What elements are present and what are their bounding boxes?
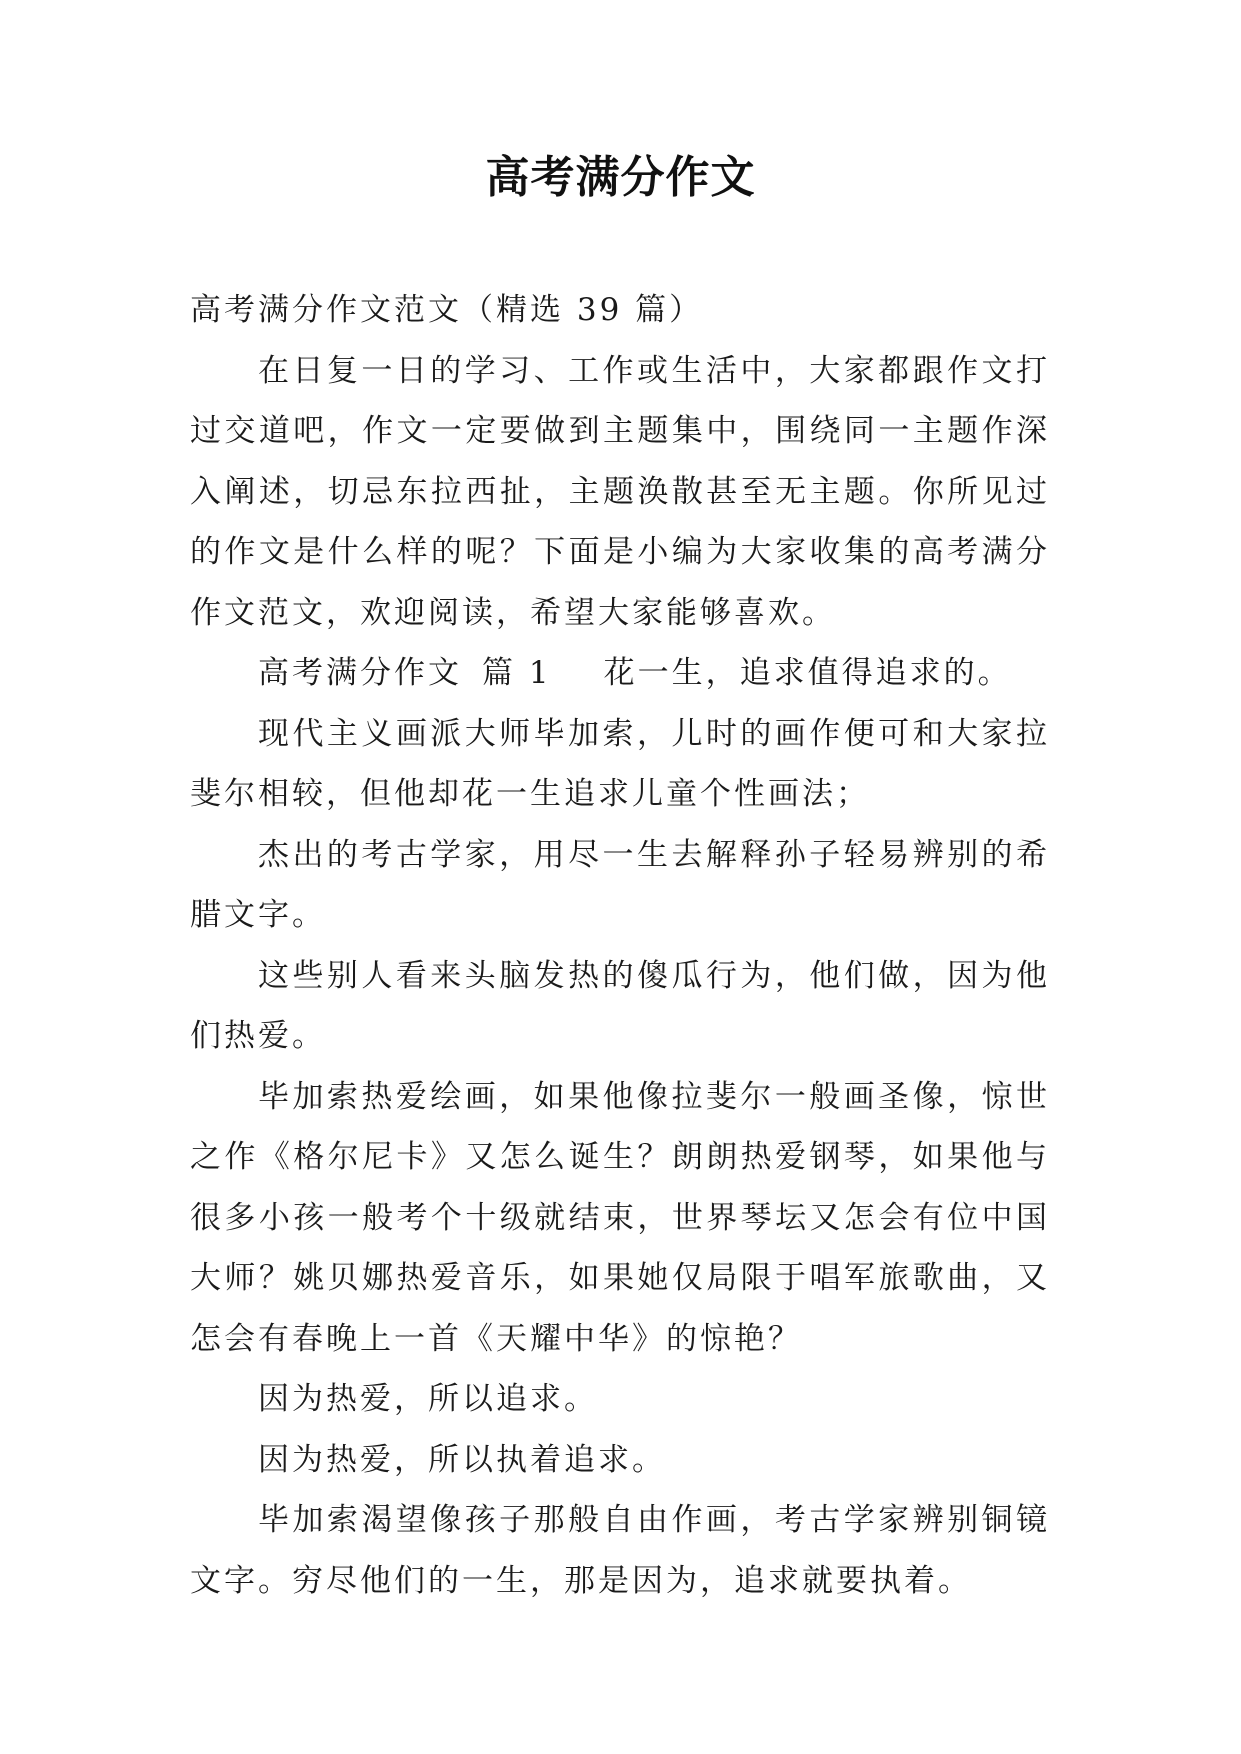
- section-label: 高考满分作文: [258, 655, 462, 691]
- section-number: 篇 1: [482, 655, 552, 691]
- document-body: [190, 280, 1050, 1611]
- document-subtitle: 高考满分作文范文（精选 39 篇）: [190, 292, 704, 328]
- body-paragraph: 杰出的考古学家，用尽一生去解释孙子轻易辨别的希腊文字。: [190, 836, 1050, 933]
- body-paragraph: 这些别人看来头脑发热的傻瓜行为，他们做，因为他们热爱。: [190, 957, 1050, 1054]
- intro-paragraph: 在日复一日的学习、工作或生活中，大家都跟作文打过交道吧，作文一定要做到主题集中，围绕同一主题作深入阐述，切忌东拉西扯，主题涣散甚至无主题。你所见过的作文是什么样的呢？下面是小编为大家收集的高考满分作文范文，欢迎阅读，希望大家能够喜欢。: [190, 352, 1050, 631]
- body-paragraph: 因为热爱，所以执着追求。: [258, 1441, 666, 1478]
- section-heading: [190, 643, 1050, 704]
- body-paragraph: 毕加索渴望像孩子那般自由作画，考古学家辨别铜镜文字。穷尽他们的一生，那是因为，追求就要执着。: [190, 1502, 1050, 1599]
- body-paragraph: 现代主义画派大师毕加索，儿时的画作便可和大家拉斐尔相较，但他却花一生追求儿童个性画法；: [190, 715, 1050, 812]
- body-paragraph: 因为热爱，所以追求。: [258, 1381, 598, 1417]
- section-title: 花一生，追求值得追求的。: [603, 655, 1012, 691]
- body-paragraph: 毕加索热爱绘画，如果他像拉斐尔一般画圣像，惊世之作《格尔尼卡》又怎么诞生？朗朗热爱钢琴，如果他与很多小孩一般考个十级就结束，世界琴坛又怎会有位中国大师？姚贝娜热爱音乐，如果她仅局限于唱军旅歌曲，又怎会有春晚上一首《天耀中华》的惊艳？: [190, 1078, 1050, 1357]
- document-title: 高考满分作文: [485, 152, 756, 203]
